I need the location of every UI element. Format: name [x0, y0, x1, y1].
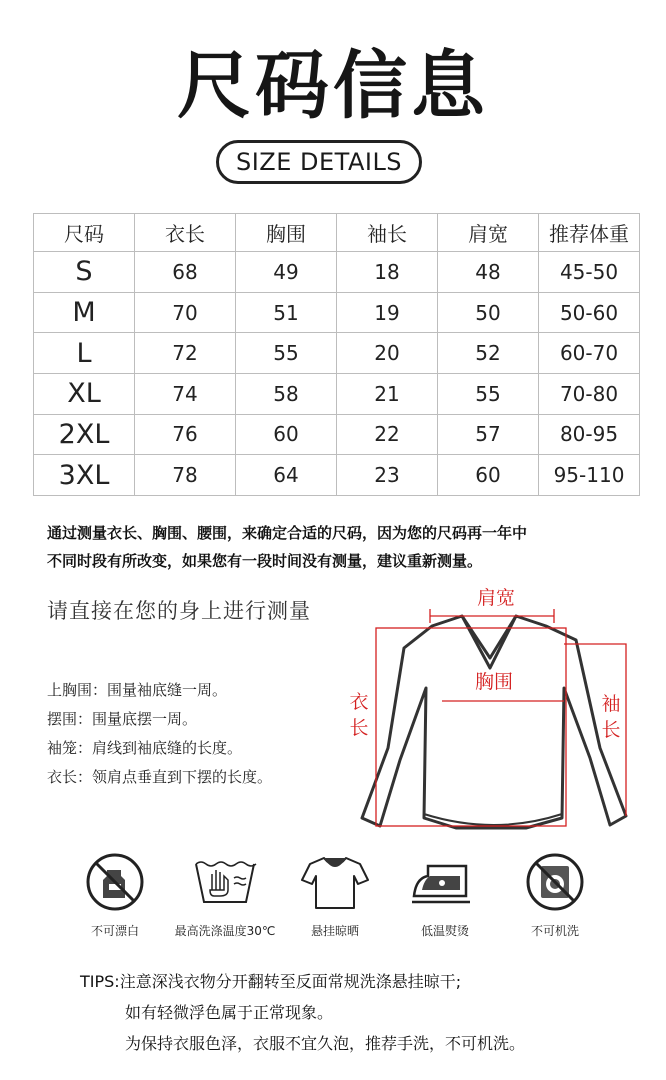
measurement-intro [47, 519, 647, 575]
table-cell: 60 [236, 414, 337, 455]
table-header-row [34, 214, 640, 252]
sleeve-label: 袖 [601, 693, 621, 715]
care-label: 不可漂白 [90, 924, 139, 938]
low-iron-icon [408, 850, 482, 914]
table-cell: 72 [135, 333, 236, 374]
care-instructions [60, 850, 620, 950]
table-cell: 22 [337, 414, 438, 455]
tips-line: 为保持衣服色泽，衣服不宜久泡，推荐手洗，不可机洗。 [125, 1034, 526, 1053]
hand-wash-icon [188, 850, 262, 914]
table-cell: 60-70 [539, 333, 640, 374]
table-cell: 95-110 [539, 455, 640, 496]
size-cell: L [34, 333, 135, 374]
shoulder-label: 肩宽 [476, 587, 516, 609]
tips-block [80, 966, 525, 1059]
chest-label: 胸围 [474, 671, 514, 693]
care-item [500, 850, 610, 939]
table-cell: 58 [236, 374, 337, 415]
length-guide-box [376, 628, 566, 826]
table-cell: 18 [337, 252, 438, 293]
table-cell: 74 [135, 374, 236, 415]
no-bleach-icon [83, 850, 147, 914]
sweater-outline [362, 616, 626, 828]
table-cell: 52 [438, 333, 539, 374]
measure-heading: 请直接在您的身上进行测量 [47, 599, 311, 623]
table-cell: 70 [135, 292, 236, 333]
care-label: 悬挂晾晒 [310, 924, 359, 938]
size-cell: S [34, 252, 135, 293]
length-label: 衣 [349, 691, 369, 713]
care-item [390, 850, 500, 939]
table-cell: 60 [438, 455, 539, 496]
header-cell: 衣长 [135, 214, 236, 252]
intro-line: 不同时段有所改变，如果您有一段时间没有测量，建议重新测量。 [47, 552, 483, 570]
table-row [34, 414, 640, 455]
table-row [34, 333, 640, 374]
table-cell: 80-95 [539, 414, 640, 455]
table-cell: 23 [337, 455, 438, 496]
sweater-diagram [344, 578, 644, 838]
table-cell: 55 [438, 374, 539, 415]
table-cell: 20 [337, 333, 438, 374]
definition-item: 摆围：围量底摆一周。 [47, 710, 198, 728]
size-cell: M [34, 292, 135, 333]
table-cell: 50 [438, 292, 539, 333]
page-title: 尺码信息 [177, 43, 489, 129]
size-cell: 3XL [34, 455, 135, 496]
table-cell: 76 [135, 414, 236, 455]
table-cell: 78 [135, 455, 236, 496]
table-cell: 45-50 [539, 252, 640, 293]
tips-line: TIPS:注意深浅衣物分开翻转至反面常规洗涤悬挂晾干; [80, 972, 462, 991]
size-cell: 2XL [34, 414, 135, 455]
length-label: 长 [349, 717, 369, 739]
care-label: 不可机洗 [530, 924, 579, 938]
table-cell: 70-80 [539, 374, 640, 415]
header-cell: 袖长 [337, 214, 438, 252]
care-label: 低温熨烫 [420, 924, 469, 938]
sleeve-label: 长 [601, 719, 621, 741]
header-cell: 尺码 [34, 214, 135, 252]
intro-line: 通过测量衣长、胸围、腰围，来确定合适的尺码，因为您的尺码再一年中 [47, 524, 528, 542]
table-cell: 49 [236, 252, 337, 293]
table-cell: 64 [236, 455, 337, 496]
table-row [34, 374, 640, 415]
table-row [34, 292, 640, 333]
size-cell: XL [34, 374, 135, 415]
definition-item: 袖笼：肩线到袖底缝的长度。 [47, 739, 243, 757]
definition-item: 上胸围：围量袖底缝一周。 [47, 681, 228, 699]
size-table [33, 213, 640, 496]
care-label: 最高洗涤温度30℃ [174, 924, 276, 938]
table-row [34, 252, 640, 293]
no-machine-wash-icon [523, 850, 587, 914]
tips-line: 如有轻微浮色属于正常现象。 [125, 1003, 334, 1022]
care-item [60, 850, 170, 939]
table-row [34, 455, 640, 496]
subtitle-badge: SIZE DETAILS [216, 140, 422, 184]
header-cell: 肩宽 [438, 214, 539, 252]
table-cell: 19 [337, 292, 438, 333]
definition-item: 衣长：领肩点垂直到下摆的长度。 [47, 768, 273, 786]
care-item [170, 850, 280, 939]
table-cell: 57 [438, 414, 539, 455]
table-cell: 50-60 [539, 292, 640, 333]
table-cell: 48 [438, 252, 539, 293]
hang-dry-icon [298, 850, 372, 914]
header-cell: 推荐体重 [539, 214, 640, 252]
table-cell: 68 [135, 252, 236, 293]
header-cell: 胸围 [236, 214, 337, 252]
care-item [280, 850, 390, 939]
table-cell: 21 [337, 374, 438, 415]
table-cell: 51 [236, 292, 337, 333]
measurement-definitions [47, 676, 272, 792]
table-cell: 55 [236, 333, 337, 374]
